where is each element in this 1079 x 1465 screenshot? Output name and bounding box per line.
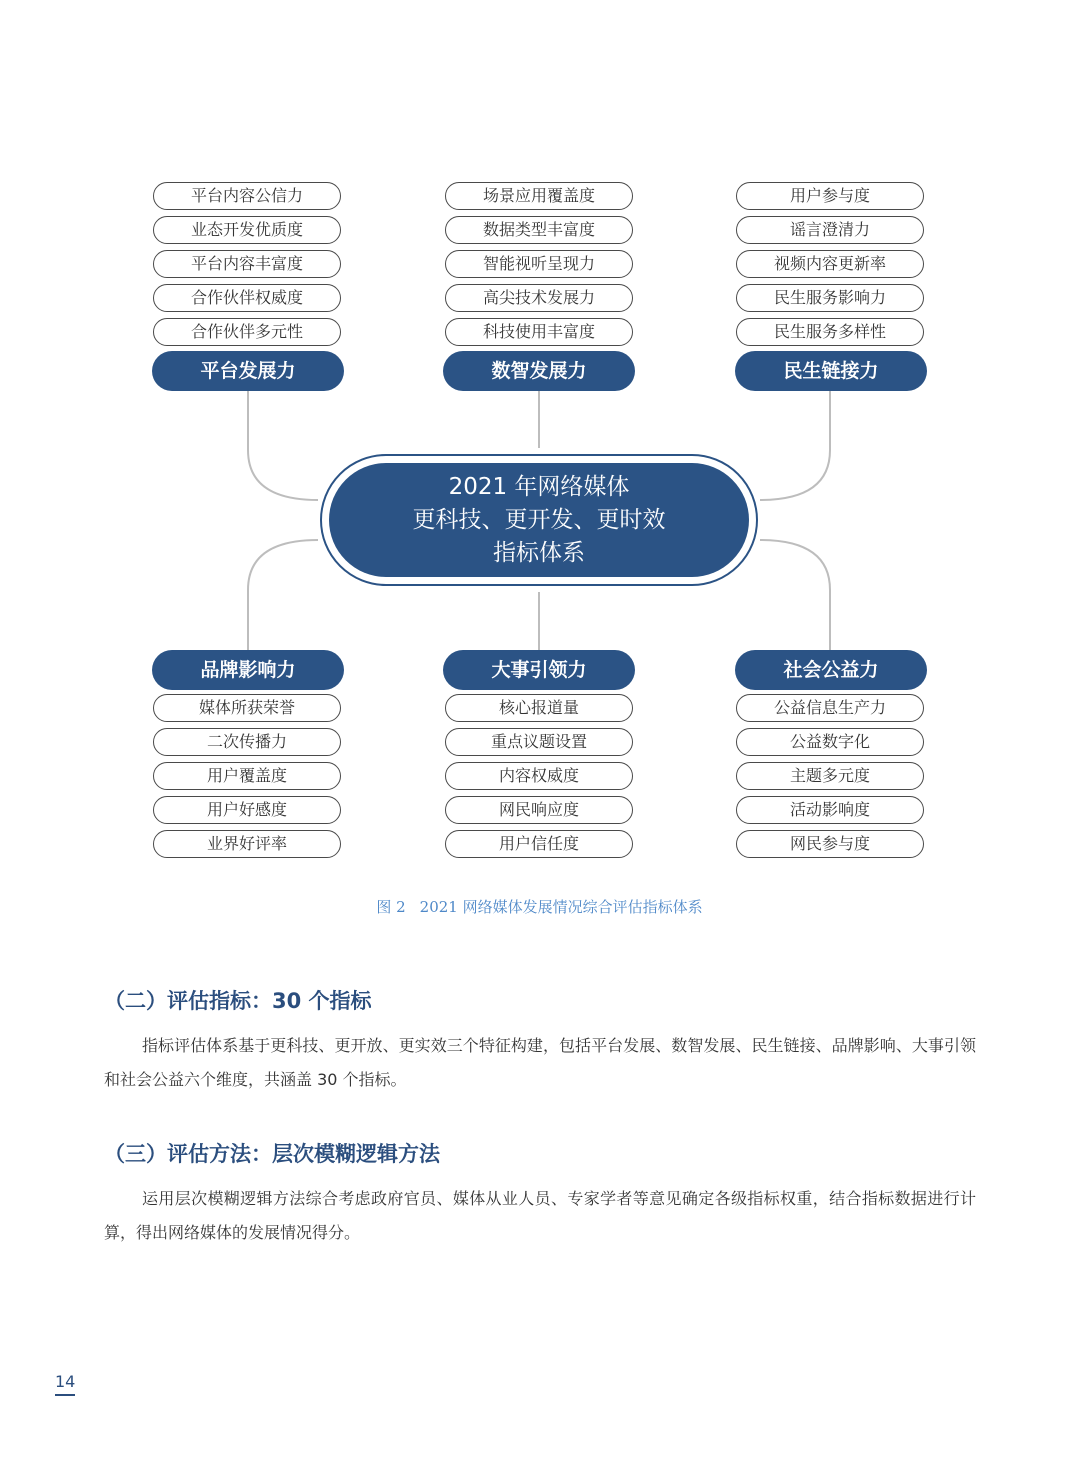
- connector-bottom-left: [248, 540, 318, 650]
- indicator-secondary-spread: 二次传播力: [153, 728, 341, 756]
- dimension-public-welfare: 社会公益力: [735, 650, 927, 690]
- dimension-brand-influence: 品牌影响力: [152, 650, 344, 690]
- indicator-welfare-info-production: 公益信息生产力: [736, 694, 924, 722]
- indicator-theme-diversity: 主题多元度: [736, 762, 924, 790]
- indicator-smart-av-presentation: 智能视听呈现力: [445, 250, 633, 278]
- indicator-business-quality: 业态开发优质度: [153, 216, 341, 244]
- center-node: [320, 454, 758, 586]
- dimension-platform-development: 平台发展力: [152, 351, 344, 391]
- indicator-platform-credibility: 平台内容公信力: [153, 182, 341, 210]
- indicator-partner-authority: 合作伙伴权威度: [153, 284, 341, 312]
- figure-caption: [0, 896, 1079, 917]
- indicator-user-favorability: 用户好感度: [153, 796, 341, 824]
- indicator-industry-praise: 业界好评率: [153, 830, 341, 858]
- indicator-media-honors: 媒体所获荣誉: [153, 694, 341, 722]
- figure-caption-text: 2021 网络媒体发展情况综合评估指标体系: [419, 898, 703, 916]
- indicator-video-update-rate: 视频内容更新率: [736, 250, 924, 278]
- indicator-netizen-response: 网民响应度: [445, 796, 633, 824]
- dimension-major-events: 大事引领力: [443, 650, 635, 690]
- dimension-livelihood-link: 民生链接力: [735, 351, 927, 391]
- center-node-fill: [329, 463, 749, 577]
- section-body-method: 运用层次模糊逻辑方法综合考虑政府官员、媒体从业人员、专家学者等意见确定各级指标权重，结合指标数据进行计算，得出网络媒体的发展情况得分。: [104, 1189, 976, 1242]
- section-body-indicators: 指标评估体系基于更科技、更开放、更实效三个特征构建，包括平台发展、数智发展、民生链接、品牌影响、大事引领和社会公益六个维度，共涵盖 30 个指标。: [104, 1036, 976, 1089]
- center-title-line1: 2021 年网络媒体: [448, 473, 630, 500]
- indicator-netizen-participation: 网民参与度: [736, 830, 924, 858]
- indicator-livelihood-influence: 民生服务影响力: [736, 284, 924, 312]
- center-title-line3: 指标体系: [493, 539, 585, 566]
- indicator-livelihood-diversity: 民生服务多样性: [736, 318, 924, 346]
- section-heading-method: （三）评估方法：层次模糊逻辑方法: [104, 1142, 440, 1166]
- indicator-agenda-setting: 重点议题设置: [445, 728, 633, 756]
- indicator-tech-usage-richness: 科技使用丰富度: [445, 318, 633, 346]
- indicator-data-type-richness: 数据类型丰富度: [445, 216, 633, 244]
- page-number: 14: [55, 1372, 75, 1396]
- connector-top-left: [248, 391, 318, 500]
- figure-number: 图 2: [376, 898, 406, 916]
- indicator-scenario-coverage: 场景应用覆盖度: [445, 182, 633, 210]
- indicator-rumor-clarification: 谣言澄清力: [736, 216, 924, 244]
- dimension-digital-intelligence: 数智发展力: [443, 351, 635, 391]
- indicator-platform-richness: 平台内容丰富度: [153, 250, 341, 278]
- center-title-line2: 更科技、更开发、更时效: [412, 506, 666, 533]
- connector-top-right: [760, 391, 830, 500]
- indicator-activity-influence: 活动影响度: [736, 796, 924, 824]
- indicator-high-tech-development: 高尖技术发展力: [445, 284, 633, 312]
- indicator-core-reports: 核心报道量: [445, 694, 633, 722]
- indicator-welfare-digitization: 公益数字化: [736, 728, 924, 756]
- indicator-user-participation: 用户参与度: [736, 182, 924, 210]
- indicator-user-coverage: 用户覆盖度: [153, 762, 341, 790]
- indicator-partner-diversity: 合作伙伴多元性: [153, 318, 341, 346]
- indicator-user-trust: 用户信任度: [445, 830, 633, 858]
- section-heading-indicators: （二）评估指标：30 个指标: [104, 989, 372, 1013]
- indicator-content-authority: 内容权威度: [445, 762, 633, 790]
- connector-bottom-right: [760, 540, 830, 650]
